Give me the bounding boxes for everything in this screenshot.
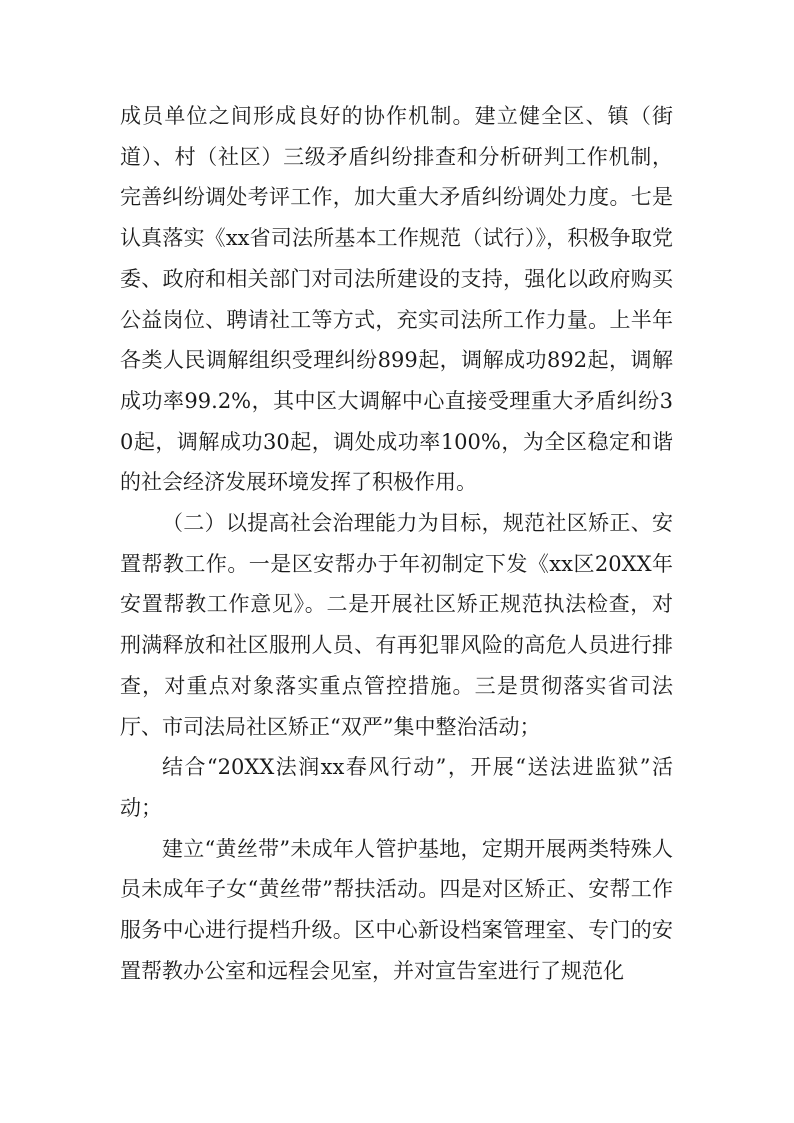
paragraph-law-campaign: 结合“20XX法润xx春风行动”，开展“送法进监狱”活动； — [120, 755, 673, 820]
paragraph-section-two: （二）以提高社会治理能力为目标，规范社区矫正、安置帮教工作。一是区安帮办于年初制定下发《xx区20XX年安置帮教工作意见》。二是开展社区矫正规范执法检查，对刑满释放和社区服刑人员、有再犯罪风险的高危人员进行排查，对重点对象落实重点管控措施。三是贯彻落实省司法厅、市司法局社区矫正“双严”集中整治活动； — [120, 511, 673, 739]
document-body — [120, 96, 673, 991]
paragraph-yellow-ribbon: 建立“黄丝带”未成年人管护基地，定期开展两类特殊人员未成年子女“黄丝带”帮扶活动。四是对区矫正、安帮工作服务中心进行提档升级。区中心新设档案管理室、专门的安置帮教办公室和远程会见室，并对宣告室进行了规范化 — [120, 836, 673, 983]
paragraph-continued: 成员单位之间形成良好的协作机制。建立健全区、镇（街道）、村（社区）三级矛盾纠纷排查和分析研判工作机制，完善纠纷调处考评工作，加大重大矛盾纠纷调处力度。七是认真落实《xx省司法所基本工作规范（试行）》，积极争取党委、政府和相关部门对司法所建设的支持，强化以政府购买公益岗位、聘请社工等方式，充实司法所工作力量。上半年各类人民调解组织受理纠纷899起，调解成功892起，调解成功率99.2%，其中区大调解中心直接受理重大矛盾纠纷30起，调解成功30起，调处成功率100%，为全区稳定和谐的社会经济发展环境发挥了积极作用。 — [120, 104, 673, 495]
